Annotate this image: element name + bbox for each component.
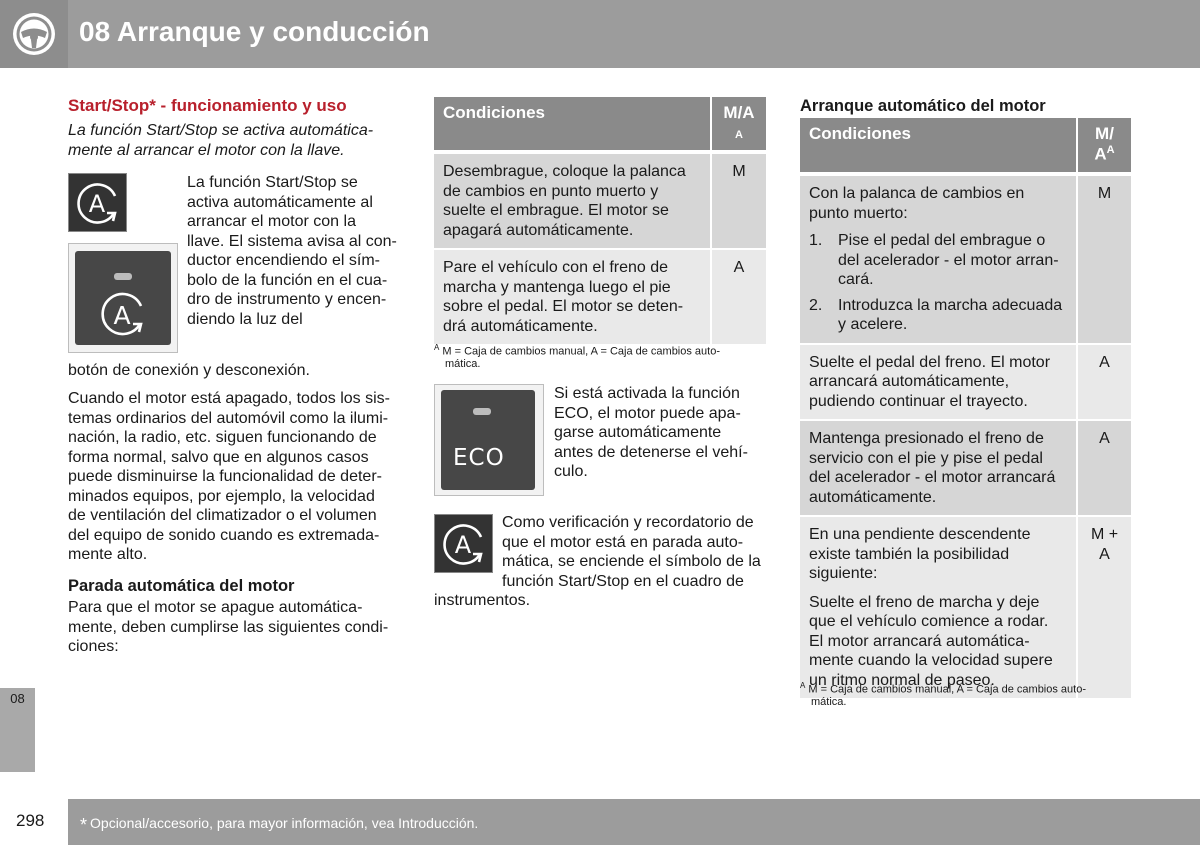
- ma-cell: A: [710, 248, 766, 344]
- text-line: existe también la posibilidad: [809, 545, 1010, 563]
- condition-cell: [800, 174, 1076, 343]
- text-line: Pise el pedal del embrague o: [838, 232, 1046, 249]
- chapter-icon-box: [0, 0, 68, 68]
- text-line: dro de instrumento y encen-: [187, 291, 387, 308]
- table-row: [800, 174, 1131, 343]
- subheading-auto-start: Arranque automático del motor: [800, 97, 1046, 115]
- text-line: M = Caja de cambios manual, A = Caja de cambios auto-: [442, 345, 721, 358]
- text-line: La función Start/Stop se: [187, 174, 358, 191]
- text-line: Mantenga presionado el freno de: [809, 430, 1044, 447]
- svg-text:A: A: [113, 301, 131, 330]
- text-line: que el vehículo comience a rodar.: [809, 613, 1049, 630]
- ma-label: A: [1094, 144, 1107, 164]
- text-line: función Start/Stop en el cuadro de: [502, 572, 744, 590]
- text-line: ductor encendiendo el sím-: [187, 252, 380, 269]
- eco-paragraph: [554, 384, 748, 482]
- ma-cell: M: [710, 152, 766, 248]
- text-line: y acelere.: [838, 316, 908, 333]
- text-line: botón de conexión y desconexión.: [68, 362, 310, 379]
- text-line: que el motor está en parada auto-: [502, 533, 744, 551]
- text-line: arrancará automáticamente,: [809, 373, 1010, 390]
- list-item: [809, 296, 1067, 335]
- paragraph-systems: [68, 389, 390, 565]
- table-footnote: [434, 342, 764, 370]
- start-conditions-table: [800, 118, 1131, 698]
- text-line: temas ordinarios del automóvil como la ilumi-: [68, 409, 389, 427]
- text-line: El motor arrancará automática-: [809, 632, 1030, 650]
- ma-sup: A: [1106, 144, 1115, 156]
- text-line: mática.: [445, 357, 481, 370]
- text-line: garse automáticamente: [554, 424, 722, 441]
- text-line: suelte el embrague. El motor se: [443, 202, 669, 219]
- text-line: llave. El sistema avisa al con-: [187, 232, 397, 250]
- footnote-star: *: [80, 815, 88, 835]
- steering-wheel-icon: [0, 0, 68, 68]
- text-line: Cuando el motor está apagado, todos los sis-: [68, 390, 390, 407]
- text-line: un ritmo normal de paseo.: [809, 671, 995, 689]
- text-line: Si está activada la función: [554, 385, 740, 402]
- page-number: 298: [16, 811, 45, 830]
- condition-cell: [800, 343, 1076, 420]
- text-line: Suelte el pedal del freno. El motor: [809, 353, 1051, 371]
- text-line: punto muerto:: [809, 204, 908, 222]
- ma-value: M +: [1090, 526, 1119, 543]
- text-line: automáticamente.: [809, 488, 937, 506]
- text-line: del acelerador - el motor arrancará: [809, 469, 1056, 486]
- text-line: Introduzca la marcha adecuada: [838, 296, 1063, 314]
- text-line: de ventilación del climatizador o el volumen: [68, 507, 377, 524]
- text-line: nación, la radio, etc. siguen funcionando de: [68, 429, 377, 446]
- text-line: mática, se enciende el símbolo de la: [502, 553, 761, 570]
- text-line: mente cuando la velocidad supere: [809, 652, 1053, 669]
- paragraph-conditions: [68, 598, 388, 657]
- text-line: mente, deben cumplirse las siguientes condi-: [68, 618, 389, 636]
- verification-paragraph: [502, 513, 761, 591]
- text-line: mática.: [811, 695, 847, 708]
- section-heading: Start/Stop* - funcionamiento y uso: [68, 96, 347, 115]
- footnote-mark: A: [800, 681, 806, 690]
- text-line: Suelte el freno de marcha y deje: [809, 593, 1040, 611]
- ma-sup: A: [735, 129, 743, 141]
- text-line: pudiendo continuar el trayecto.: [809, 392, 1028, 410]
- ma-label: M/: [1095, 124, 1114, 143]
- text-line: antes de detenerse el vehí-: [554, 443, 748, 461]
- condition-cell: [800, 419, 1076, 515]
- table-row: [434, 248, 766, 344]
- chapter-title: 08 Arranque y conducción: [79, 16, 430, 47]
- stop-conditions-table: [434, 97, 766, 344]
- ma-value: A: [1099, 545, 1110, 563]
- text-line: En una pendiente descendente: [809, 526, 1031, 543]
- start-stop-button-icon: [68, 243, 178, 353]
- start-stop-a-icon: [68, 173, 127, 232]
- eco-label: ECO: [453, 445, 505, 471]
- text-line: instrumentos.: [434, 592, 531, 609]
- text-line: Para que el motor se apague automática-: [68, 599, 363, 616]
- section-intro: [68, 121, 373, 160]
- text-line: sobre el pedal. El motor se deten-: [443, 298, 684, 315]
- table-row: [800, 515, 1131, 698]
- condition-cell: [434, 248, 710, 344]
- subheading-auto-stop: Parada automática del motor: [68, 577, 295, 595]
- column-header-conditions: Condiciones: [434, 97, 710, 152]
- text-line: bolo de la función en el cua-: [187, 271, 388, 289]
- intro-line: La función Start/Stop se activa automática-: [68, 122, 374, 139]
- eco-button-icon: [434, 384, 544, 496]
- column-header-ma: [710, 97, 766, 152]
- text-line: activa automáticamente al: [187, 193, 373, 211]
- text-line: Con la palanca de cambios en: [809, 185, 1025, 202]
- text-line: siguiente:: [809, 565, 878, 582]
- list-item: [809, 231, 1067, 290]
- text-line: de cambios en punto muerto y: [443, 182, 659, 200]
- step-number: 1.: [809, 232, 823, 249]
- svg-text:A: A: [88, 190, 106, 218]
- ma-label: M/A: [723, 103, 755, 122]
- column-header-conditions: Condiciones: [800, 118, 1076, 174]
- table-footnote: [800, 680, 1130, 708]
- text-line: marcha y mantenga luego el pie: [443, 278, 671, 296]
- text-line: Desembrague, coloque la palanca: [443, 163, 686, 180]
- table-row: [800, 343, 1131, 420]
- text-line: apagará automáticamente.: [443, 221, 634, 239]
- text-line: M = Caja de cambios manual, A = Caja de cambios auto-: [808, 683, 1087, 696]
- text-line: minados equipos, por ejemplo, la velocidad: [68, 487, 375, 505]
- text-line: puede disminuirse la funcionalidad de deter-: [68, 468, 382, 485]
- text-line: cará.: [838, 271, 874, 288]
- ma-cell: A: [1076, 419, 1131, 515]
- text-line: Pare el vehículo con el freno de: [443, 259, 669, 276]
- text-line: forma normal, salvo que en algunos casos: [68, 448, 369, 466]
- text-line: diendo la luz del: [187, 310, 303, 328]
- intro-line: mente al arrancar el motor con la llave.: [68, 141, 345, 159]
- footer-note: [80, 815, 478, 836]
- text-line: mente alto.: [68, 546, 148, 563]
- footnote-mark: A: [434, 343, 440, 352]
- step-number: 2.: [809, 296, 823, 314]
- steps-list: [809, 231, 1067, 335]
- text-line: Como verificación y recordatorio de: [502, 514, 754, 531]
- text-line: del equipo de sonido cuando es extremada-: [68, 526, 380, 544]
- text-line: servicio con el pie y pise el pedal: [809, 449, 1043, 467]
- table-row: [434, 152, 766, 248]
- column-header-ma: [1076, 118, 1131, 174]
- start-stop-indicator-icon: [434, 514, 493, 573]
- ma-cell: [1076, 515, 1131, 698]
- footer-note-text: Opcional/accesorio, para mayor información, vea Introducción.: [90, 815, 479, 831]
- text-line: arrancar el motor con la: [187, 213, 356, 230]
- ma-cell: M: [1076, 174, 1131, 343]
- text-line: del acelerador - el motor arran-: [838, 251, 1059, 269]
- wrap-paragraph: [187, 173, 397, 329]
- text-line: ciones:: [68, 638, 119, 655]
- table-row: [800, 419, 1131, 515]
- side-tab-label: 08: [10, 691, 25, 706]
- condition-cell: [434, 152, 710, 248]
- ma-cell: A: [1076, 343, 1131, 420]
- text-line: culo.: [554, 463, 588, 480]
- text-line: drá automáticamente.: [443, 317, 598, 335]
- text-line: ECO, el motor puede apa-: [554, 404, 741, 422]
- svg-text:A: A: [454, 531, 472, 559]
- condition-cell: [800, 515, 1076, 698]
